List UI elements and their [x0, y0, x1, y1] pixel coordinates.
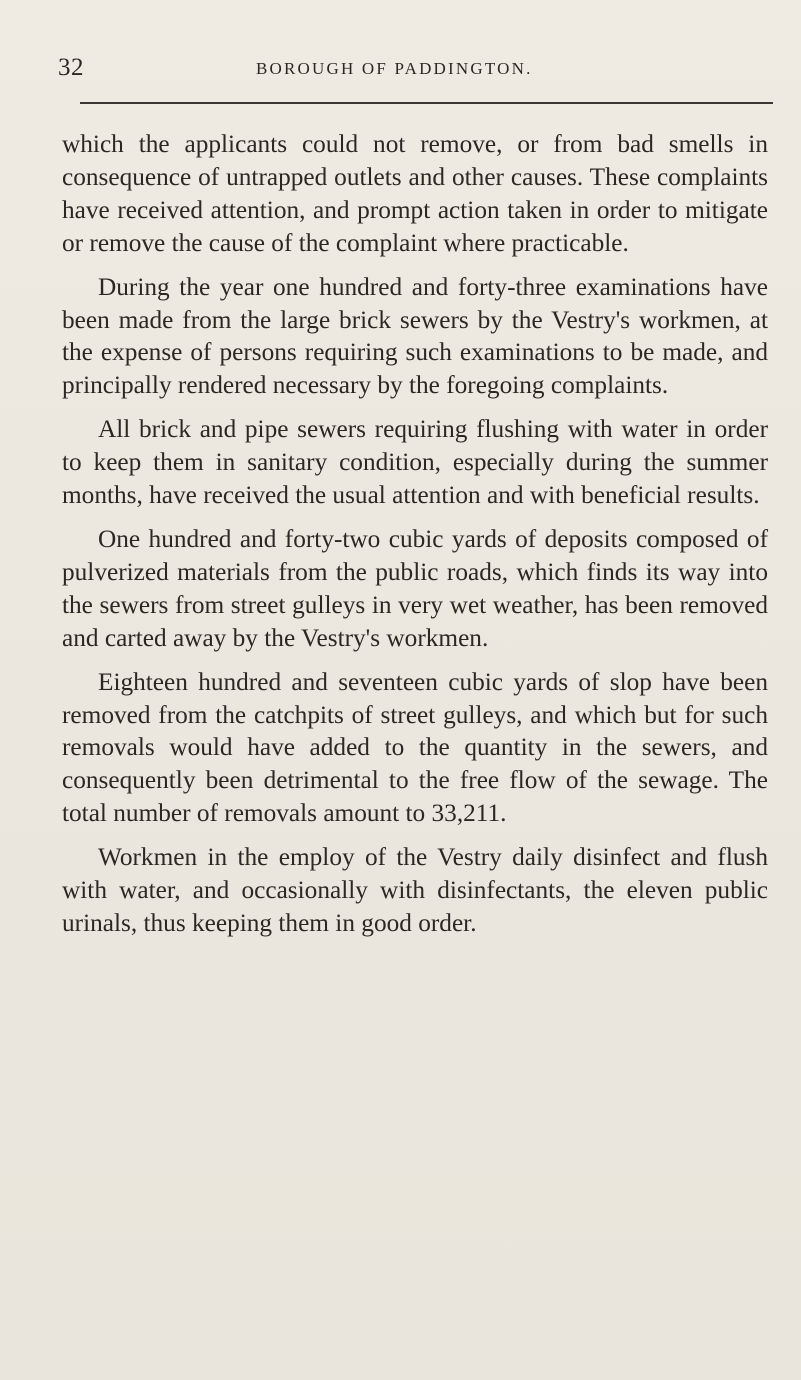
page-header: [58, 54, 758, 90]
paragraph-examinations: During the year one hundred and forty-three examinations have been made from the large brick sewers by the Vestry's workmen, at the expense of persons requiring such examinations to be made, and principally rendered necessary by the foregoing complaints.: [62, 272, 768, 400]
paragraph-slop-removals: Eighteen hundred and seventeen cubic yards of slop have been removed from the catchpits of street gulleys, and which but for such removals would have added to the quantity in the sewers, and consequently been detrimental to the free flow of the sewage. The total number of removals amount to 33,211.: [62, 667, 768, 828]
paragraph-flushing: All brick and pipe sewers requiring flushing with water in order to keep them in sanitary condition, especially during the summer months, have received the usual attention and with beneficial results.: [62, 415, 768, 510]
paragraph-urinals: Workmen in the employ of the Vestry daily disinfect and flush with water, and occasionally with disinfectants, the eleven public urinals, thus keeping them in good order.: [62, 843, 768, 937]
page-number: 32: [58, 54, 84, 81]
body-text: [62, 128, 768, 951]
running-head: BOROUGH OF PADDINGTON.: [256, 59, 533, 78]
paragraph-continuation: which the applicants could not remove, or from bad smells in consequence of untrapped outlets and other causes. These complaints have received attention, and prompt action taken in order to mitigate or remove the cause of the complaint where practicable.: [62, 130, 768, 257]
header-rule: [80, 102, 773, 104]
paragraph-deposits: One hundred and forty-two cubic yards of deposits composed of pulverized materials from the public roads, which finds its way into the sewers from street gulleys in very wet weather, has been removed and carted away by the Vestry's workmen.: [62, 524, 768, 652]
